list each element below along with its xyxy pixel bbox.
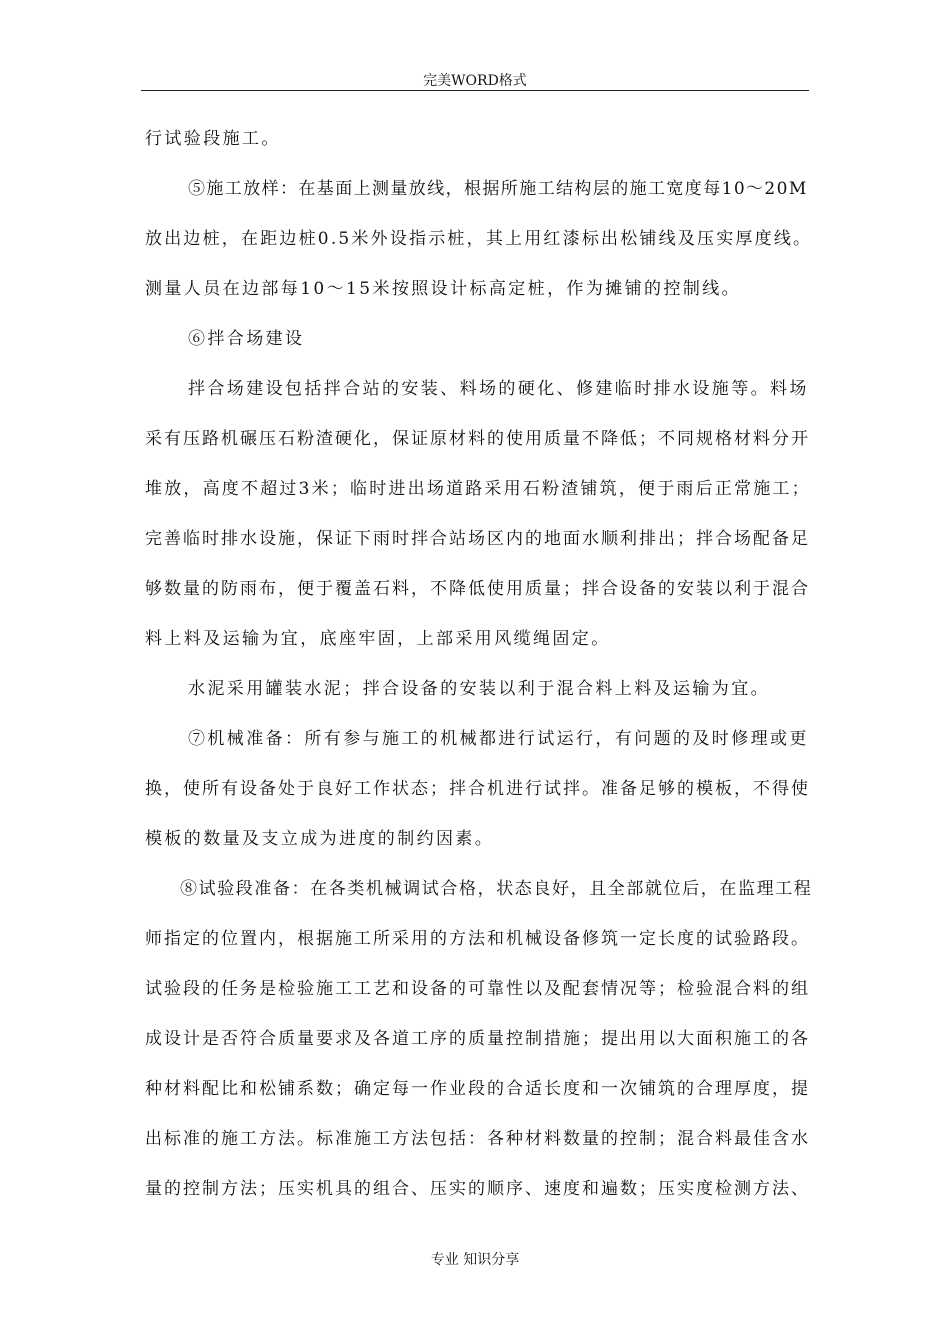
- body-line: 料上料及运输为宜，底座牢固，上部采用风缆绳固定。: [145, 629, 611, 649]
- body-line: ⑤施工放样：在基面上测量放线，根据所施工结构层的施工宽度每10～20M: [188, 179, 808, 199]
- body-line: 够数量的防雨布，便于覆盖石料，不降低使用质量；拌合设备的安装以利于混合: [145, 579, 810, 599]
- body-line: 换，使所有设备处于良好工作状态；拌合机进行试拌。准备足够的模板，不得使: [145, 779, 810, 799]
- body-line: 完善临时排水设施，保证下雨时拌合站场区内的地面水顺利排出；拌合场配备足: [145, 529, 810, 549]
- body-line: 模板的数量及支立成为进度的制约因素。: [145, 829, 495, 849]
- body-line: 测量人员在边部每10～15米按照设计标高定桩，作为摊铺的控制线。: [145, 279, 742, 299]
- body-line: 拌合场建设包括拌合站的安装、料场的硬化、修建临时排水设施等。料场: [188, 379, 809, 399]
- page-header: 完美WORD格式: [423, 73, 527, 89]
- body-line: ⑧试验段准备：在各类机械调试合格，状态良好，且全部就位后，在监理工程: [180, 879, 813, 899]
- page-footer: 专业 知识分享: [430, 1252, 520, 1268]
- body-line: 师指定的位置内，根据施工所采用的方法和机械设备修筑一定长度的试验路段。: [145, 929, 810, 949]
- body-line: 放出边桩，在距边桩0.5米外设指示桩，其上用红漆标出松铺线及压实厚度线。: [145, 229, 813, 249]
- body-line: 量的控制方法；压实机具的组合、压实的顺序、速度和遍数；压实度检测方法、: [145, 1179, 810, 1199]
- body-line: 采有压路机碾压石粉渣硬化，保证原材料的使用质量不降低；不同规格材料分开: [145, 429, 810, 449]
- body-line: 种材料配比和松铺系数；确定每一作业段的合适长度和一次铺筑的合理厚度，提: [145, 1079, 810, 1099]
- body-line: 水泥采用罐装水泥；拌合设备的安装以利于混合料上料及运输为宜。: [188, 679, 770, 699]
- body-line: 出标准的施工方法。标准施工方法包括：各种材料数量的控制；混合料最佳含水: [145, 1129, 810, 1149]
- body-line: ⑦机械准备：所有参与施工的机械都进行试运行，有问题的及时修理或更: [188, 729, 809, 749]
- body-line: 成设计是否符合质量要求及各道工序的质量控制措施；提出用以大面积施工的各: [145, 1029, 810, 1049]
- body-line: 试验段的任务是检验施工工艺和设备的可靠性以及配套情况等；检验混合料的组: [145, 979, 810, 999]
- section-heading: ⑥拌合场建设: [188, 329, 305, 349]
- header-divider: [141, 90, 809, 91]
- body-line: 堆放，高度不超过3米；临时进出场道路采用石粉渣铺筑，便于雨后正常施工；: [145, 479, 811, 499]
- body-line: 行试验段施工。: [145, 129, 281, 149]
